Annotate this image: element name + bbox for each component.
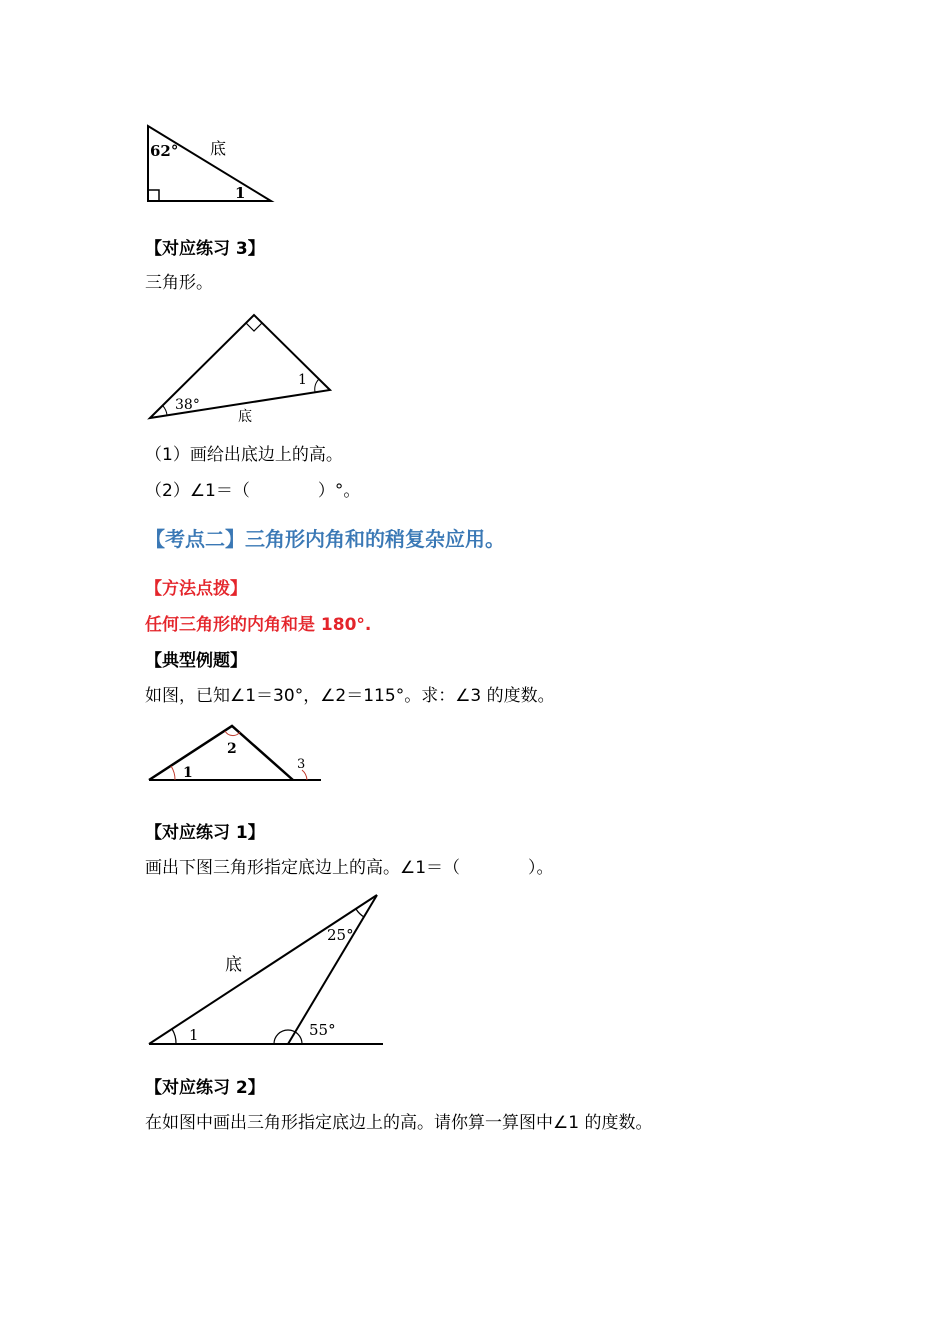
practice1-text: 画出下图三角形指定底边上的高。∠1＝（ ）。 <box>145 858 554 878</box>
example-heading: 【典型例题】 <box>145 651 247 671</box>
right-triangle-figure-2 <box>145 310 345 425</box>
section-title: 【考点二】三角形内角和的稍复杂应用。 <box>145 527 505 551</box>
practice2-text: 在如图中画出三角形指定底边上的高。请你算一算图中∠1 的度数。 <box>145 1113 653 1133</box>
angle-1-label: 1 <box>183 765 193 781</box>
angle-62-label: 62° <box>150 142 179 160</box>
angle-1-label: 1 <box>235 184 246 202</box>
angle-1-label: 1 <box>298 372 307 388</box>
right-triangle-figure <box>140 120 280 210</box>
practice2-heading: 【对应练习 2】 <box>145 1078 265 1098</box>
obtuse-triangle-figure <box>145 890 390 1050</box>
base-label: 底 <box>210 139 227 158</box>
method-text: 任何三角形的内角和是 180°. <box>145 615 372 635</box>
triangle-sides <box>149 726 293 780</box>
base-label: 底 <box>225 955 242 975</box>
angle-55-arc <box>274 1030 302 1044</box>
angle-1-arc <box>315 379 319 392</box>
angle-1-label: 1 <box>189 1026 199 1044</box>
right-angle-mark <box>148 190 159 201</box>
angle-3-label: 3 <box>297 757 306 772</box>
method-heading: 【方法点拨】 <box>145 579 247 599</box>
angle-1-arc <box>171 766 175 780</box>
angle-55-label: 55° <box>309 1021 336 1039</box>
practice3-question-2: （2）∠1＝（ ）°。 <box>145 481 361 501</box>
angle-1-arc <box>172 1029 176 1044</box>
angle-25-label: 25° <box>327 926 354 944</box>
right-angle-mark <box>246 323 262 331</box>
angle-25-arc <box>356 909 364 917</box>
exterior-angle-figure <box>145 720 330 785</box>
practice3-heading: 【对应练习 3】 <box>145 239 265 259</box>
practice1-heading: 【对应练习 1】 <box>145 823 265 843</box>
base-label: 底 <box>238 409 252 425</box>
long-side <box>149 895 377 1044</box>
triangle-outline <box>148 126 271 201</box>
practice3-question-1: （1）画给出底边上的高。 <box>145 445 343 465</box>
angle-38-label: 38° <box>175 397 200 413</box>
practice3-intro: 三角形。 <box>145 273 213 293</box>
angle-38-arc <box>163 406 167 415</box>
example-text: 如图，已知∠1＝30°，∠2＝115°。求：∠3 的度数。 <box>145 686 555 706</box>
angle-2-label: 2 <box>227 741 237 757</box>
